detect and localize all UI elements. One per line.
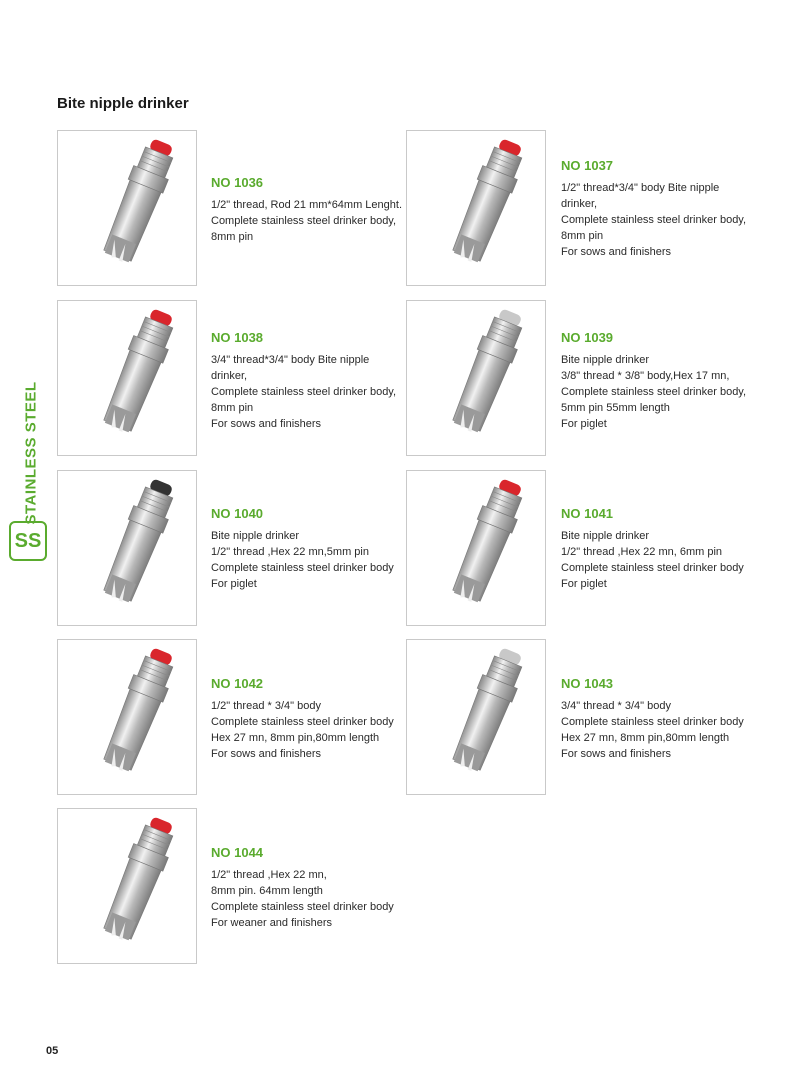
page-number: 05 [46, 1045, 59, 1057]
product-description-line: For weaner and finishers [211, 917, 333, 929]
product-description-line: Bite nipple drinker [561, 530, 650, 542]
product-description-line: Complete stainless steel drinker body, [561, 386, 747, 398]
product-info [561, 330, 761, 432]
product-description-line: For sows and finishers [211, 748, 322, 760]
product-description-line: For sows and finishers [211, 418, 322, 430]
product-description-line: 8mm pin [561, 230, 604, 242]
product-code: NO 1040 [211, 506, 264, 521]
product-image [406, 470, 546, 626]
side-label-text: STAINLESS STEEL [22, 380, 40, 525]
product-image [406, 130, 546, 286]
product-description-line: 1/2" thread ,Hex 22 mn, 6mm pin [561, 546, 723, 558]
product-description-line: For piglet [561, 418, 607, 430]
product-info [561, 676, 761, 762]
product-description-line: drinker, [211, 370, 248, 382]
product-image [57, 808, 197, 964]
product-description-line: Complete stainless steel drinker body [561, 562, 744, 574]
product-info [211, 506, 411, 592]
product-info [561, 506, 761, 592]
product-image [406, 639, 546, 795]
product-code: NO 1037 [561, 158, 614, 173]
product-description-line: Complete stainless steel drinker body, [211, 215, 397, 227]
product-image [57, 639, 197, 795]
product-description-line: 8mm pin [211, 402, 254, 414]
product-description-line: 1/2" thread ,Hex 22 mn, [211, 869, 327, 881]
product-description-line: Complete stainless steel drinker body, [211, 386, 397, 398]
product-description-line: Complete stainless steel drinker body, [561, 214, 747, 226]
product-description-line: Hex 27 mn, 8mm pin,80mm length [211, 732, 380, 744]
product-description-line: 1/2" thread * 3/4" body [211, 700, 321, 712]
product-description-line: 1/2" thread, Rod 21 mm*64mm Lenght. [211, 199, 403, 211]
product-code: NO 1038 [211, 330, 264, 345]
product-description-line: For sows and finishers [561, 246, 672, 258]
product-image [57, 470, 197, 626]
product-code: NO 1041 [561, 506, 614, 521]
product-description-line: 3/8" thread * 3/8" body,Hex 17 mn, [561, 370, 730, 382]
product-description-line: 8mm pin [211, 231, 254, 243]
product-info [211, 845, 411, 931]
product-description-line: 1/2" thread*3/4" body Bite nipple [561, 182, 720, 194]
product-code: NO 1043 [561, 676, 614, 691]
ss-badge: SS [9, 521, 47, 561]
product-description-line: 5mm pin 55mm length [561, 402, 670, 414]
product-description-line: Bite nipple drinker [211, 530, 300, 542]
product-code: NO 1036 [211, 175, 264, 190]
product-info [211, 330, 411, 432]
product-description-line: For sows and finishers [561, 748, 672, 760]
product-description-line: Complete stainless steel drinker body [211, 562, 394, 574]
product-description-line: 1/2" thread ,Hex 22 mn,5mm pin [211, 546, 369, 558]
product-image [57, 130, 197, 286]
product-image [406, 300, 546, 456]
product-description-line: Bite nipple drinker [561, 354, 650, 366]
product-description-line: 8mm pin. 64mm length [211, 885, 323, 897]
product-description-line: 3/4" thread * 3/4" body [561, 700, 671, 712]
product-description-line: Complete stainless steel drinker body [211, 716, 394, 728]
product-description-line: Complete stainless steel drinker body [561, 716, 744, 728]
product-description-line: Complete stainless steel drinker body [211, 901, 394, 913]
product-description-line: For piglet [211, 578, 257, 590]
product-info [211, 676, 411, 762]
product-description-line: drinker, [561, 198, 598, 210]
product-code: NO 1044 [211, 845, 264, 860]
side-label [22, 380, 40, 525]
product-description-line: 3/4" thread*3/4" body Bite nipple [211, 354, 370, 366]
page-title: Bite nipple drinker [57, 95, 189, 112]
product-code: NO 1039 [561, 330, 614, 345]
product-code: NO 1042 [211, 676, 264, 691]
product-description-line: For piglet [561, 578, 607, 590]
product-info [561, 158, 761, 260]
product-info [211, 175, 411, 245]
product-image [57, 300, 197, 456]
product-description-line: Hex 27 mn, 8mm pin,80mm length [561, 732, 730, 744]
